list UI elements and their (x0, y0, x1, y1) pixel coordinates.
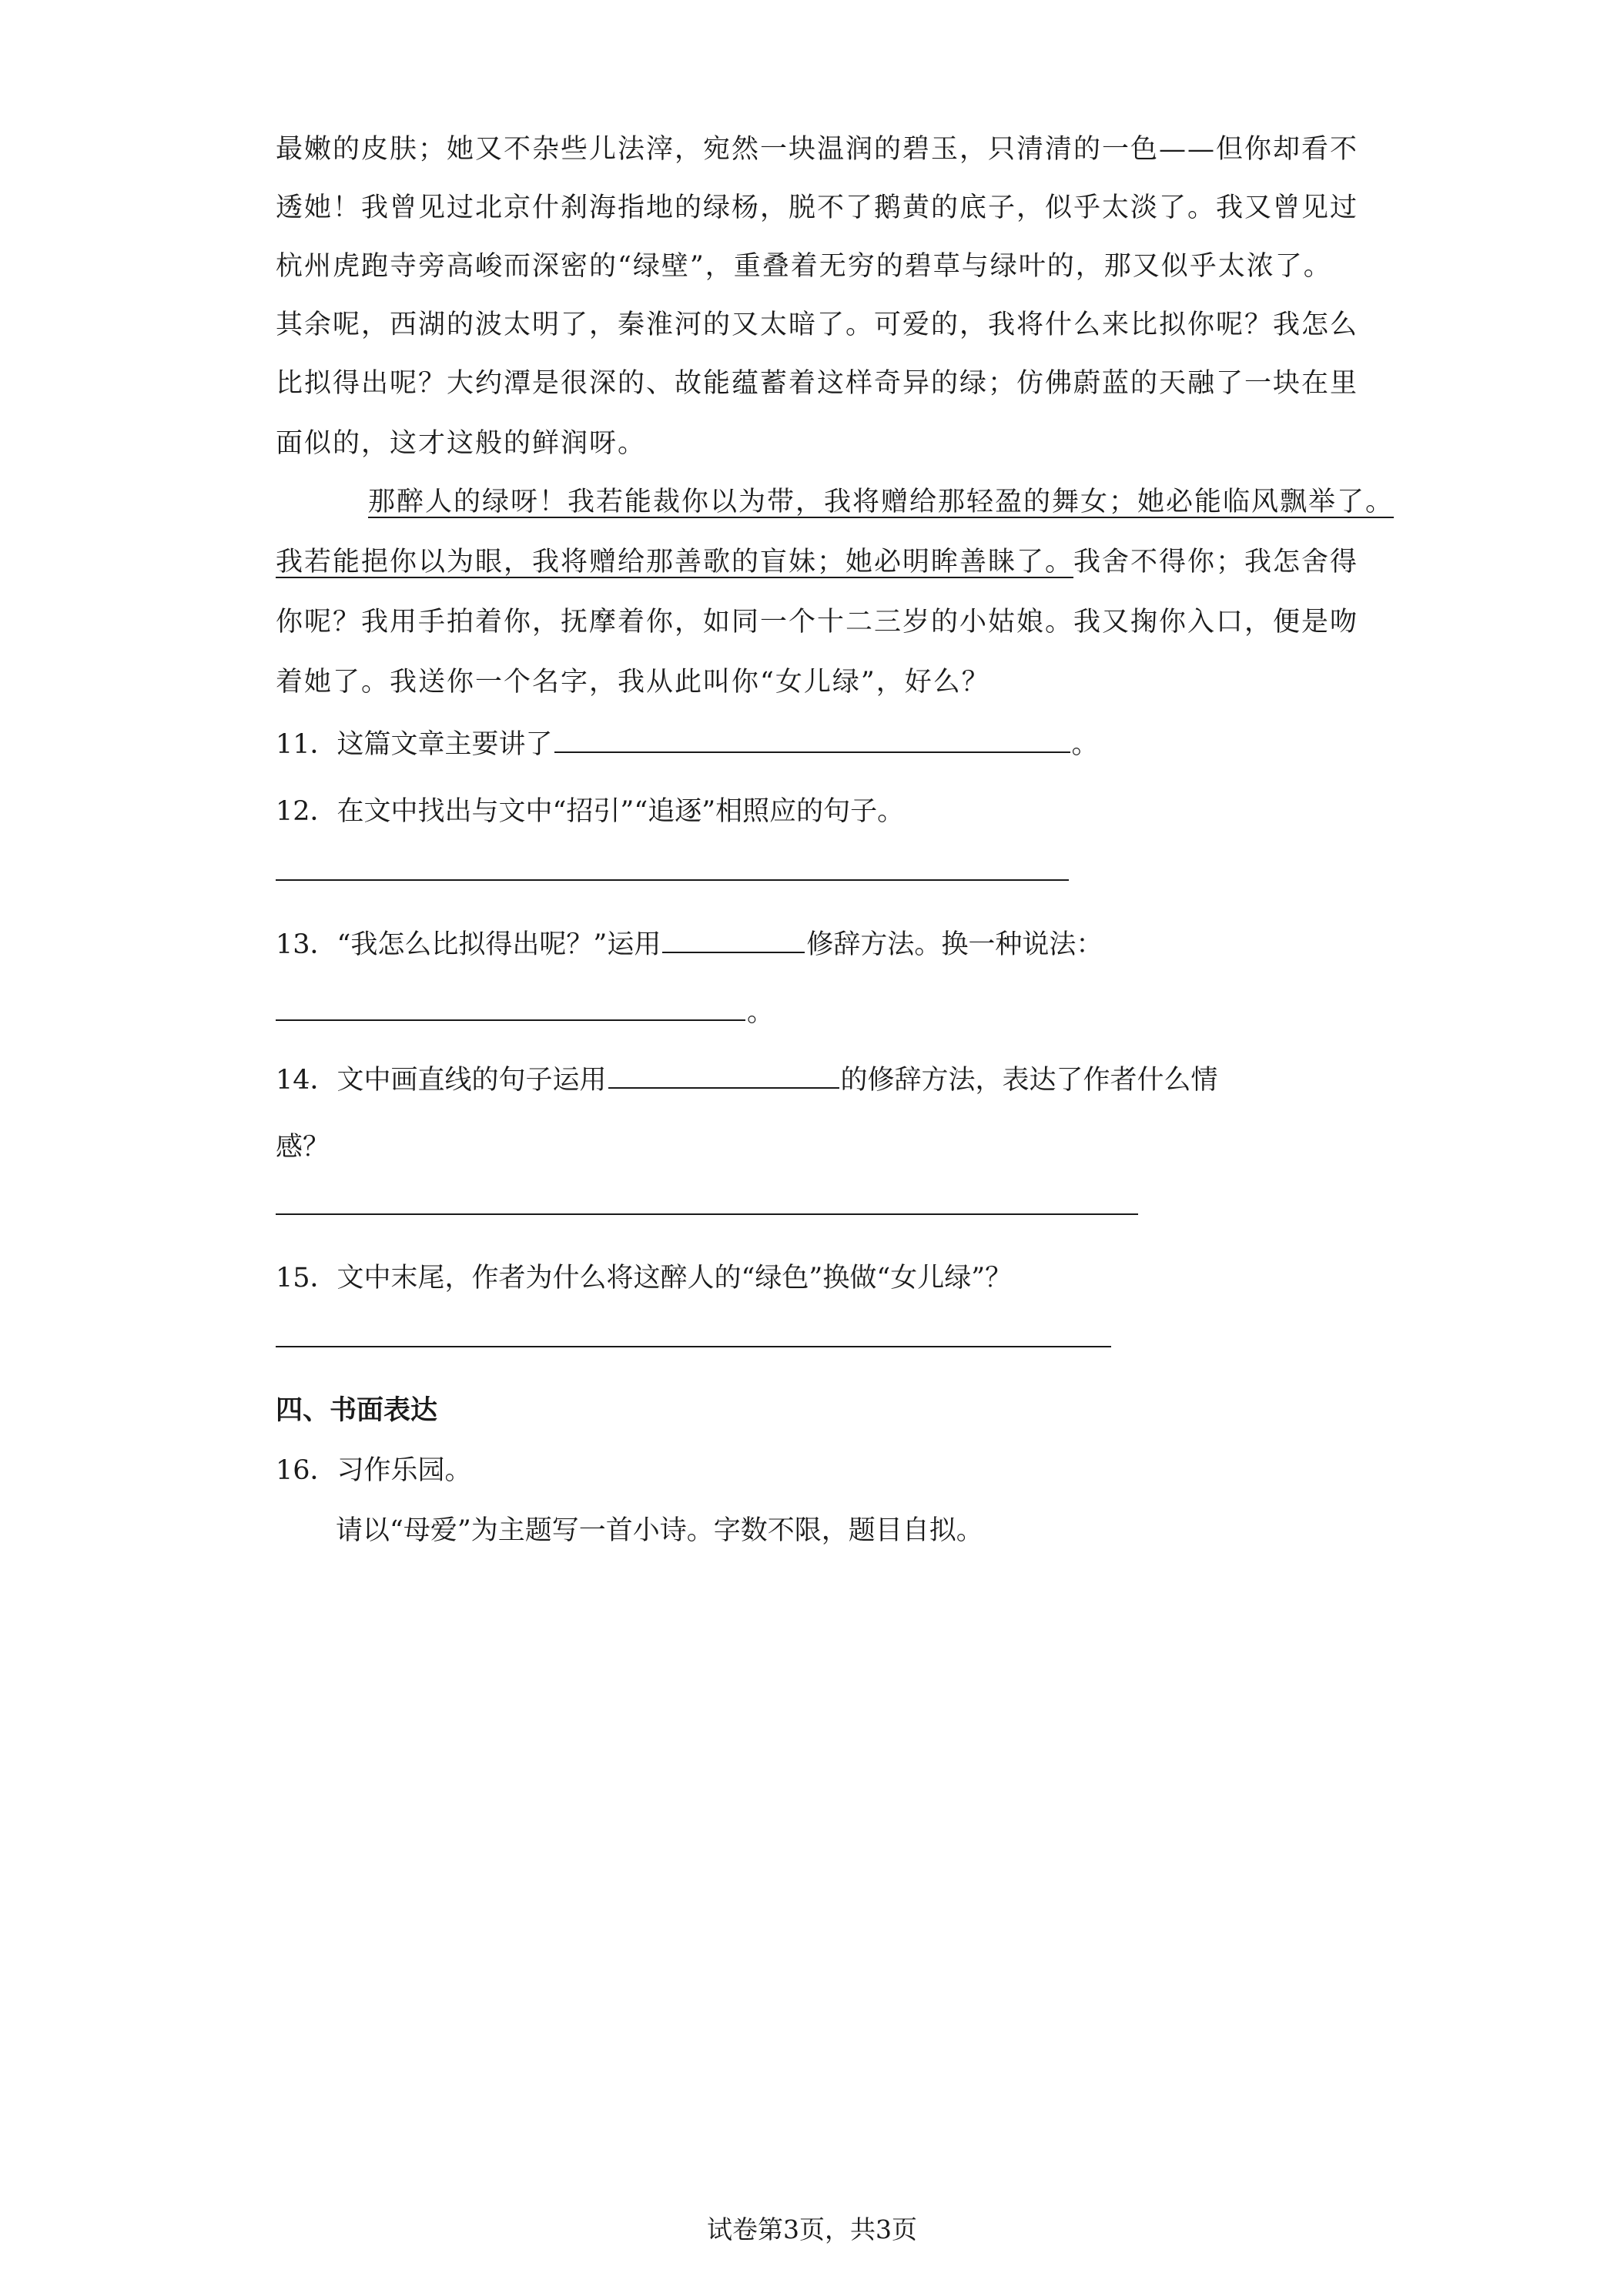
question-12-answer-line[interactable] (276, 879, 1069, 881)
section-4-title: 四、书面表达 (276, 1394, 438, 1426)
underlined-sentence-2: 我若能挹你以为眼，我将赠给那善歌的盲妹；她必明眸善睐了。 (276, 547, 1074, 577)
question-11 (276, 724, 1369, 763)
question-12-text: 12．在文中找出与文中“招引”“追逐”相照应的句子。 (276, 796, 905, 827)
question-13-blank-rephrase[interactable] (276, 992, 745, 1021)
underlined-sentence-1: 那醉人的绿呀！我若能裁你以为带，我将赠给那轻盈的舞女；她必能临风飘举了。 (368, 487, 1395, 517)
question-11-blank[interactable] (554, 724, 1070, 753)
question-13-end: 。 (747, 997, 775, 1028)
question-14-blank[interactable] (608, 1059, 839, 1089)
question-11-text: 11．这篇文章主要讲了 (276, 729, 553, 760)
passage-line-5: 比拟得出呢？大约潭是很深的、故能蕴蓄着这样奇异的绿；仿佛蔚蓝的天融了一块在里 (276, 368, 1359, 399)
question-15-text: 15．文中末尾，作者为什么将这醉人的“绿色”换做“女儿绿”？ (276, 1263, 1013, 1294)
question-11-end: 。 (1071, 729, 1099, 760)
passage-p2-line-2 (276, 544, 1369, 581)
passage-p2-line-2-rest: 我舍不得你；我怎舍得 (1073, 547, 1359, 577)
passage-line-2: 透她！我曾见过北京什刹海指地的绿杨，脱不了鹅黄的底子，似乎太淡了。我又曾见过 (276, 192, 1359, 223)
passage-p2-line-4: 着她了。我送你一个名字，我从此叫你“女儿绿”，好么？ (276, 667, 990, 698)
page-footer: 试卷第3页，共3页 (707, 2214, 917, 2244)
question-13-text: 13．“我怎么比拟得出呢？”运用 (276, 929, 661, 960)
question-13-line-2 (276, 992, 1369, 1031)
question-13-blank-rhetoric[interactable] (662, 924, 805, 953)
question-14-text: 14．文中画直线的句子运用 (276, 1065, 607, 1096)
question-16-text: 16．习作乐园。 (276, 1455, 472, 1486)
passage-line-6: 面似的，这才这般的鲜润呀。 (276, 428, 647, 459)
question-15-answer-line[interactable] (276, 1346, 1111, 1347)
question-16-prompt: 请以“母爱”为主题写一首小诗。字数不限，题目自拟。 (336, 1515, 983, 1546)
passage-p2-line-3: 你呢？我用手拍着你，抚摩着你，如同一个十二三岁的小姑娘。我又掬你入口，便是吻 (276, 607, 1359, 638)
passage-line-3: 杭州虎跑寺旁高峻而深密的“绿壁”，重叠着无穷的碧草与绿叶的，那又似乎太浓了。 (276, 251, 1332, 282)
question-13-mid: 修辞方法。换一种说法： (806, 929, 1103, 960)
question-14-mid: 的修辞方法，表达了作者什么情 (840, 1065, 1218, 1096)
question-13 (276, 924, 1369, 963)
question-14 (276, 1059, 1369, 1099)
passage-line-1: 最嫩的皮肤；她又不杂些儿法滓，宛然一块温润的碧玉，只清清的一色——但你却看不 (276, 134, 1359, 165)
question-14-line-2: 感？ (276, 1132, 330, 1163)
question-14-answer-line[interactable] (276, 1213, 1138, 1215)
passage-line-4: 其余呢，西湖的波太明了，秦淮河的又太暗了。可爱的，我将什么来比拟你呢？我怎么 (276, 310, 1359, 340)
